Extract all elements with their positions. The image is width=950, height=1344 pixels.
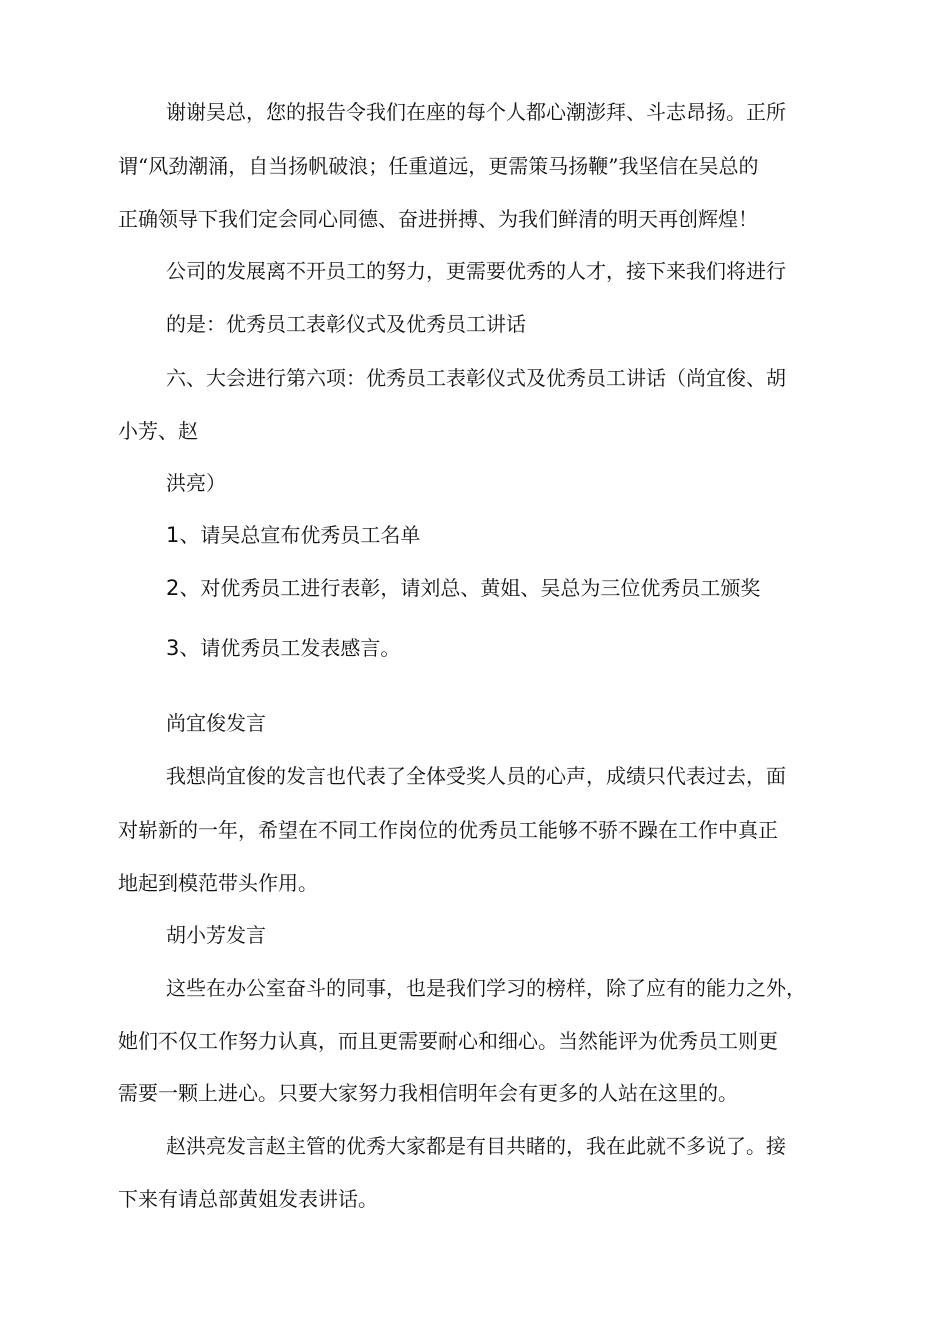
- paragraph-line: 谢谢吴总，您的报告令我们在座的每个人都心潮澎拜、斗志昂扬。正所: [166, 100, 786, 124]
- paragraph-line: 谓“风劲潮涌，自当扬帆破浪；任重道远，更需策马扬鞭”我坚信在吴总的: [118, 154, 759, 178]
- paragraph-line: 正确领导下我们定会同心同德、奋进拼搏、为我们鲜清的明天再创辉煌！: [118, 207, 758, 231]
- paragraph-line: 需要一颗上进心。只要大家努力我相信明年会有更多的人站在这里的。: [118, 1081, 738, 1105]
- paragraph-line: 的是：优秀员工表彰仪式及优秀员工讲话: [166, 312, 526, 336]
- list-item-text: 请吴总宣布优秀员工名单: [200, 523, 421, 547]
- section-heading-line: 小芳、赵: [118, 419, 198, 443]
- list-number: 1、: [166, 523, 201, 547]
- list-item: [166, 576, 760, 600]
- paragraph-line: 地起到模范带头作用。: [118, 871, 318, 895]
- list-item: [166, 523, 420, 547]
- list-number: 2、: [166, 576, 201, 600]
- paragraph-line: 对崭新的一年，希望在不同工作岗位的优秀员工能够不骄不躁在工作中真正: [118, 818, 778, 842]
- section-heading-line: 六、大会进行第六项：优秀员工表彰仪式及优秀员工讲话（尚宜俊、胡: [166, 366, 786, 390]
- paragraph-line: 这些在办公室奋斗的同事，也是我们学习的榜样，除了应有的能力之外，: [166, 976, 806, 1000]
- paragraph-line: 我想尚宜俊的发言也代表了全体受奖人员的心声，成绩只代表过去，面: [166, 764, 786, 788]
- list-number: 3、: [166, 636, 201, 660]
- paragraph-line: 赵洪亮发言赵主管的优秀大家都是有目共睹的，我在此就不多说了。接: [166, 1134, 786, 1158]
- paragraph-line: 下来有请总部黄姐发表讲话。: [118, 1187, 378, 1211]
- speaker-heading: 胡小芳发言: [166, 923, 266, 947]
- paragraph-line: 公司的发展离不开员工的努力，更需要优秀的人才，接下来我们将进行: [166, 259, 786, 283]
- paragraph-line: 她们不仅工作努力认真，而且更需要耐心和细心。当然能评为优秀员工则更: [118, 1029, 778, 1053]
- section-heading-line: 洪亮）: [166, 471, 226, 495]
- list-item-text: 对优秀员工进行表彰，请刘总、黄姐、吴总为三位优秀员工颁奖: [200, 576, 761, 600]
- speaker-heading: 尚宜俊发言: [166, 711, 266, 735]
- list-item: [166, 636, 400, 660]
- list-item-text: 请优秀员工发表感言。: [200, 636, 401, 660]
